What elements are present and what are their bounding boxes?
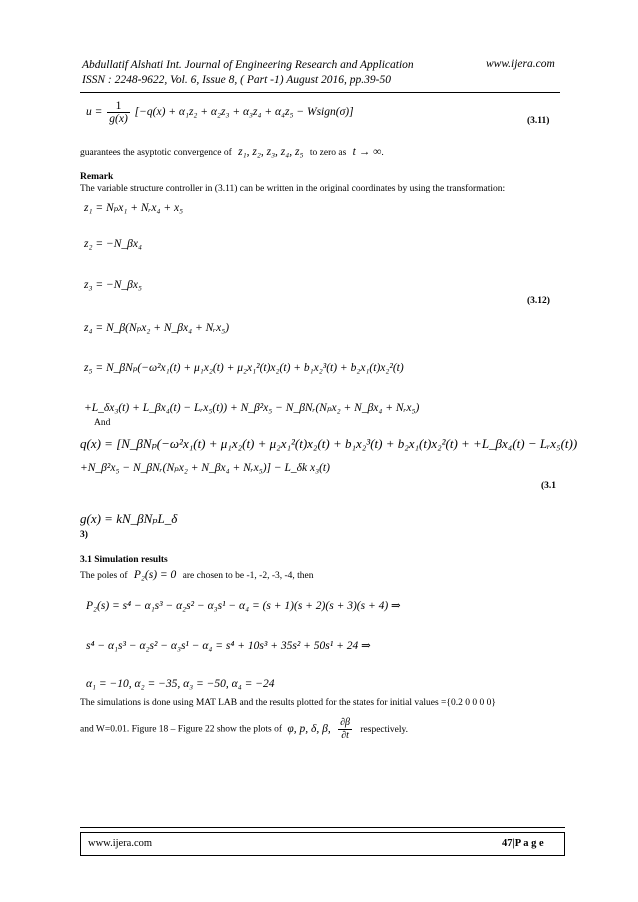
eq312-z1: z₁ = Nₚx₁ + Nᵣx₄ + x₅ — [84, 202, 184, 214]
poly-eq-2: s⁴ − α₁s³ − α₂s² − α₃s¹ − α₄ = s⁴ + 10s³ + 35s² + 50s¹ + 24 ⇒ — [86, 640, 371, 652]
header-rule — [80, 92, 560, 93]
footer-url[interactable]: www.ijera.com — [88, 838, 153, 849]
sim-paragraph-2 — [80, 717, 408, 742]
poly-eq-1: P₂(s) = s⁴ − α₁s³ − α₂s² − α₃s¹ − α₄ = (s + 1)(s + 2)(s + 3)(s + 4) ⇒ — [86, 600, 401, 612]
para2-pre: and W=0.01. Figure 18 – Figure 22 show the plots of — [80, 724, 283, 735]
eq312-number: (3.12) — [527, 296, 550, 306]
guarantee-limit: t → ∞ — [352, 146, 382, 158]
guarantee-line — [80, 146, 384, 159]
eq311-fraction — [107, 100, 130, 125]
eq312-z5-cont: +L_δx₃(t) + L_βx₄(t) − Lᵣx₅(t)) + N_β²x₅ − N_βNᵣ(Nₚx₂ + N_βx₄ + Nᵣx₅) — [84, 402, 420, 414]
poles-pre: The poles of — [80, 571, 128, 581]
journal-title: Abdullatif Alshati Int. Journal of Engineering Research and Application — [82, 59, 414, 71]
eq312-z4: z₄ = N_β(Nₚx₂ + N_βx₄ + Nᵣx₅) — [84, 322, 230, 334]
footer-box — [80, 832, 565, 856]
gx-equation: g(x) = kN_βNₚL_δ — [80, 511, 178, 526]
alpha-values: α₁ = −10, α₂ = −35, α₃ = −50, α₄ = −24 — [86, 678, 275, 690]
footer-page-number: 47|P a g e — [502, 838, 544, 849]
journal-url[interactable]: www.ijera.com — [486, 58, 555, 70]
qx-number: (3.1 — [541, 481, 557, 491]
guarantee-pre: guarantees the asyptotic convergence of — [80, 148, 232, 158]
equation-3-11 — [86, 100, 354, 125]
sim-paragraph-1: The simulations is done using MAT LAB and the results plotted for the states for initial values ={0.2 0 0 0 0} — [80, 698, 496, 708]
eq311-frac-den: g(x) — [109, 113, 128, 125]
eq312-z3: z₃ = −N_βx₅ — [84, 279, 142, 291]
para2-fraction — [338, 717, 352, 742]
guarantee-post: to zero as — [309, 148, 347, 158]
qx-line2: +N_β²x₅ − N_βNᵣ(Nₚx₂ + N_βx₄ + Nᵣx₅)] − L_δk x₃(t) — [80, 462, 330, 474]
and-label: And — [94, 418, 111, 428]
eq311-frac-num: 1 — [107, 100, 130, 113]
guarantee-end: . — [381, 148, 384, 158]
para2-frac-den: ∂t — [341, 730, 349, 741]
eq312-z5: z₅ = N_βNₚ(−ω²x₁(t) + μ₁x₂(t) + μ₂x₁²(t)x₂(t) + b₁x₂³(t) + b₂x₁(t)x₂²(t) — [84, 362, 404, 374]
eq311-number: (3.11) — [527, 116, 550, 126]
eq311-lhs: u = — [86, 106, 103, 119]
poles-expr: P₂(s) = 0 — [133, 569, 177, 581]
eq312-z2: z₂ = −N_βx₄ — [84, 238, 142, 250]
para2-frac-num: ∂β — [340, 717, 351, 728]
para2-post: respectively. — [360, 724, 409, 735]
poles-post: are chosen to be -1, -2, -3, -4, then — [182, 571, 314, 581]
poles-line — [80, 569, 314, 582]
journal-issn: ISSN : 2248-9622, Vol. 6, Issue 8, ( Part -1) August 2016, pp.39-50 — [82, 74, 391, 86]
footer-rule — [80, 827, 565, 828]
remark-text: The variable structure controller in (3.11) can be written in the original coordinates by using the transformation: — [80, 184, 506, 194]
remark-title: Remark — [80, 172, 114, 182]
qx-number-tail: 3) — [80, 530, 88, 540]
eq311-body: [−q(x) + α₁z₂ + α₂z₃ + α₃z₄ + α₄z₅ − Wsign(σ)] — [134, 106, 354, 119]
section-heading: 3.1 Simulation results — [80, 555, 168, 565]
qx-line1: q(x) = [N_βNₚ(−ω²x₁(t) + μ₁x₂(t) + μ₂x₁²(t)x₂(t) + b₁x₂³(t) + b₂x₁(t)x₂²(t) + +L_βx₄(t) − Lᵣx₅(t)) — [80, 436, 578, 451]
para2-vars: φ, p, δ, β, — [287, 722, 331, 735]
guarantee-vars: z₁, z₂, z₃, z₄, z₅ — [238, 146, 304, 158]
